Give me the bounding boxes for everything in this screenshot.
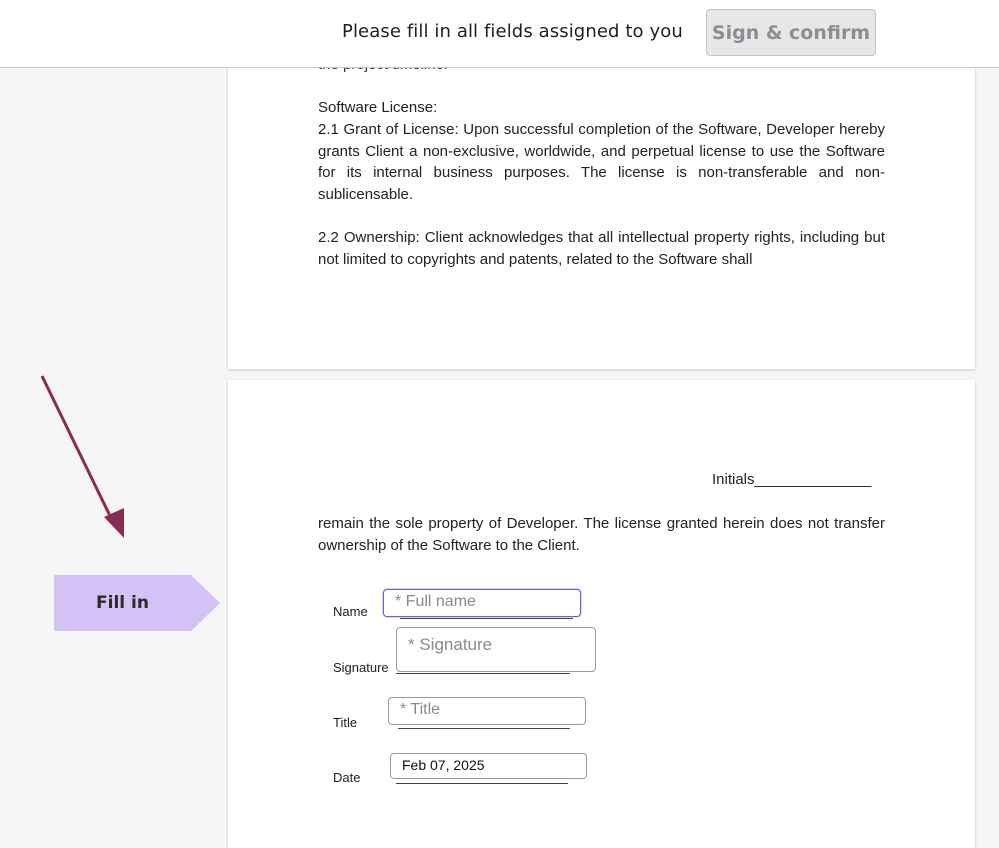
paragraph-continued: remain the sole property of Developer. The license granted herein does not transfer ownership of the Software to the Client.	[318, 515, 885, 554]
signature-label: Signature	[333, 660, 389, 675]
signature-underline	[396, 673, 570, 674]
top-bar	[0, 0, 999, 68]
title-underline	[398, 728, 570, 729]
title-label: Title	[333, 715, 358, 730]
guide-arrow-icon	[0, 370, 140, 545]
full-name-field[interactable]	[383, 589, 581, 617]
signature-placeholder: * Signature	[408, 635, 493, 654]
signature-field[interactable]	[396, 627, 596, 672]
name-underline	[400, 618, 573, 619]
name-label: Name	[333, 604, 368, 619]
instruction-message: Please fill in all fields assigned to you	[342, 21, 683, 42]
fill-in-guide-tag[interactable]	[54, 575, 220, 631]
fill-in-label: Fill in	[96, 593, 149, 613]
full-name-placeholder: * Full name	[395, 593, 476, 610]
section-heading: Software License:	[318, 99, 438, 116]
initials-line: Initials______________	[712, 471, 872, 488]
document-page-2	[228, 380, 975, 848]
title-field[interactable]	[388, 697, 586, 725]
sign-confirm-button[interactable]: Sign & confirm	[706, 9, 876, 56]
date-label: Date	[333, 770, 361, 785]
document-page-1	[228, 40, 975, 369]
date-field[interactable]	[390, 753, 587, 779]
date-value: Feb 07, 2025	[402, 757, 485, 773]
paragraph-ownership: 2.2 Ownership: Client acknowledges that all intellectual property rights, including but not limited to copyrights and patents, related to the Software shall	[318, 229, 885, 268]
date-underline	[396, 783, 568, 784]
paragraph-grant-of-license: 2.1 Grant of License: Upon successful completion of the Software, Developer hereby grants Client a non-exclusive, worldwide, and perpetual license to use the Software for its internal business purposes. The license is non-transferable and non-sublicensable.	[318, 121, 885, 203]
title-placeholder: * Title	[400, 701, 441, 718]
